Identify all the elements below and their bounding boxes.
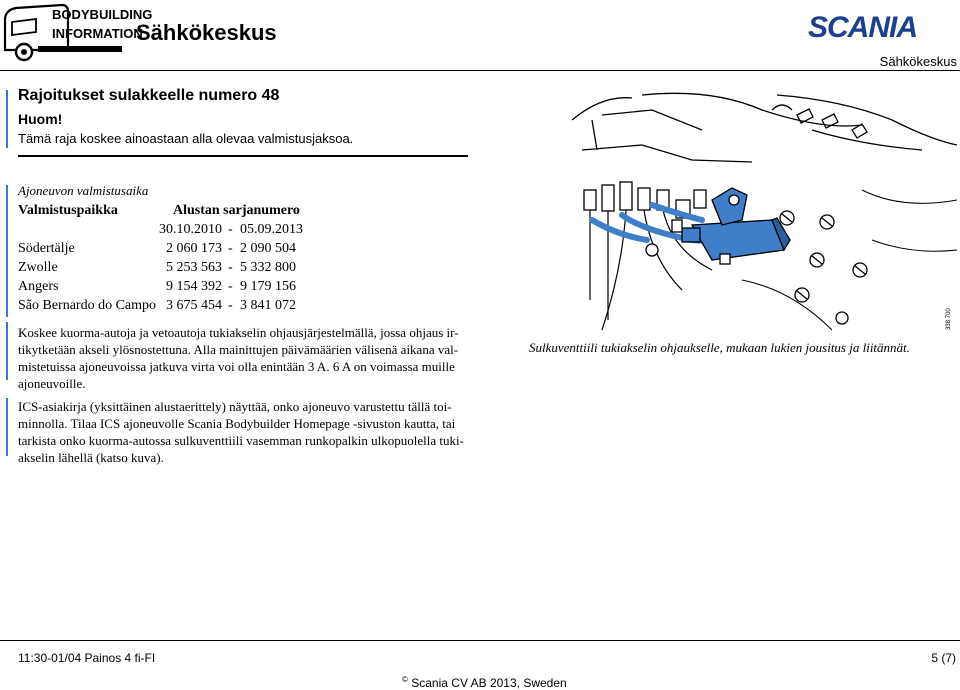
chassis-dash: - <box>228 298 233 313</box>
note-rule <box>18 155 468 157</box>
date-from: 30.10.2010 <box>159 222 222 237</box>
svg-text:BODYBUILDING: BODYBUILDING <box>52 7 153 22</box>
copyright-text: Scania CV AB 2013, Sweden <box>411 676 567 690</box>
shutoff-valve-illustration <box>562 90 957 335</box>
chassis-to: 3 841 072 <box>240 298 296 313</box>
date-dash: - <box>228 222 233 237</box>
section-heading: Rajoitukset sulakkeelle numero 48 <box>18 87 280 104</box>
footer-rule <box>0 640 960 641</box>
chassis-to: 9 179 156 <box>240 279 296 294</box>
note-text: Tämä raja koskee ainoastaan alla olevaa valmistusjaksoa. <box>18 131 354 146</box>
column-header-chassis: Alustan sarjanumero <box>173 203 300 218</box>
column-header-place: Valmistuspaikka <box>18 203 118 218</box>
change-bar <box>6 398 8 456</box>
copyright-symbol: © <box>402 675 408 684</box>
chassis-from: 2 060 173 <box>166 241 222 256</box>
chassis-from: 3 675 454 <box>166 298 222 313</box>
document-title: Sähkökeskus <box>136 20 277 45</box>
paragraph-ics: ICS-asiakirja (yksittäinen alustaerittely) näyttää, onko ajoneuvo varustettu tällä toi- minnolla. Tilaa ICS ajoneuvolle Scania Bodybuilder Homepage -sivuston kautta, tai tarkista onko kuorma-autossa sulkuventtiili vasemman runkopalkin ulkopuolella tuki- akselin lähellä (katso kuva). <box>18 399 464 465</box>
bodybuilding-information-logo <box>2 0 153 64</box>
figure-caption: Sulkuventtiili tukiakselin ohjaukselle, mukaan lukien jousitus ja liitännät. <box>529 340 910 355</box>
copyright-notice <box>402 675 567 690</box>
chassis-from: 5 253 563 <box>166 260 222 275</box>
date-to: 05.09.2013 <box>240 222 303 237</box>
production-place: São Bernardo do Campo <box>18 298 157 313</box>
chassis-dash: - <box>228 241 233 256</box>
section-label: Sähkökeskus <box>879 54 957 69</box>
chassis-dash: - <box>228 260 233 275</box>
footer-doc-id: 11:30-01/04 Painos 4 fi-FI <box>18 651 156 665</box>
production-place: Angers <box>18 279 59 294</box>
change-bar <box>6 185 8 317</box>
chassis-from: 9 154 392 <box>166 279 222 294</box>
note-label: Huom! <box>18 111 63 127</box>
change-bar <box>6 90 8 148</box>
chassis-to: 5 332 800 <box>240 260 296 275</box>
svg-text:SCANIA: SCANIA <box>808 11 918 44</box>
paragraph-applicability: Koskee kuorma-autoja ja vetoautoja tukiakselin ohjausjärjestelmällä, jossa ohjaus ir- tikytketään akseli ylösnostettuna. Alla mainittujen päivämäärien välisenä aikana val- mistetuissa ajoneuvoissa jatkuva virta voi olla enintään 3 A. 6 A on voimassa muille ajoneuvoille. <box>18 325 459 391</box>
svg-text:INFORMATION: INFORMATION <box>52 26 143 41</box>
scania-logo <box>808 10 958 42</box>
production-place: Zwolle <box>18 260 58 275</box>
footer-page-number: 5 (7) <box>931 651 956 665</box>
header-rule <box>0 70 960 71</box>
change-bar <box>6 322 8 380</box>
production-caption: Ajoneuvon valmistusaika <box>18 183 149 198</box>
figure-ref-number: 338 700 <box>946 308 952 330</box>
production-place: Södertälje <box>18 241 75 256</box>
chassis-to: 2 090 504 <box>240 241 296 256</box>
chassis-dash: - <box>228 279 233 294</box>
